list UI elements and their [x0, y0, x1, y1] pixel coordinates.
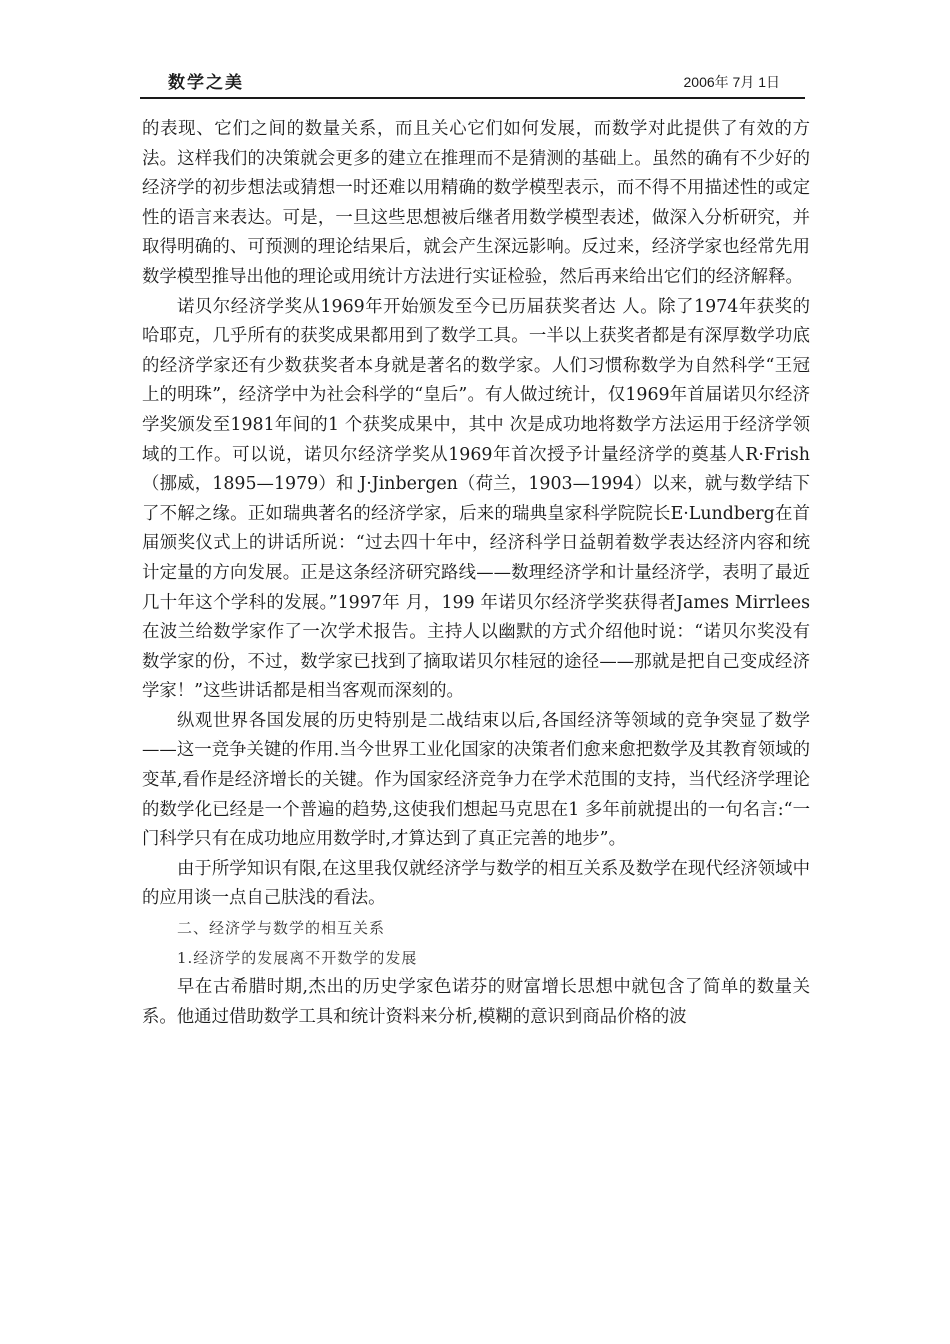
- issue-date: 2006年 7月 1日: [683, 74, 780, 90]
- paragraph-scope: 由于所学知识有限,在这里我仅就经济学与数学的相互关系及数学在现代经济领域中的应用谈一点自己肤浅的看法。: [142, 858, 810, 909]
- paragraph-nobel: 诺贝尔经济学奖从1969年开始颁发至今已历届获奖者达 人。除了1974年获奖的哈耶克，几乎所有的获奖成果都用到了数学工具。一半以上获奖者都是有深厚数学功底的经济学家还有少数获奖者本身就是著名的数学家。人们习惯称数学为自然科学“王冠上的明珠”，经济学中为社会科学的“皇后”。有人做过统计，仅1969年首届诺贝尔经济学奖颁发至1981年间的1 个获奖成果中，其中 次是成功地将数学方法运用于经济学领域的工作。可以说，诺贝尔经济学奖从1969年首次授予计量经济学的奠基人R·Frish（挪威，1895—1979）和 J·Jinbergen（荷兰，1903—1994）以来，就与数学结下了不解之缘。正如瑞典著名的经济学家，后来的瑞典皇家科学院院长E·Lundberg在首届颁奖仪式上的讲话所说：“过去四十年中，经济科学日益朝着数学表达经济内容和统计定量的方向发展。正是这条经济研究路线——数理经济学和计量经济学，表明了最近几十年这个学科的发展。”1997年 月，199 年诺贝尔经济学奖获得者James Mirrlees在波兰给数学家作了一次学术报告。主持人以幽默的方式介绍他时说：“诺贝尔奖没有数学家的份，不过，数学家已找到了摘取诺贝尔桂冠的途径——那就是把自己变成经济学家！”这些讲话都是相当客观而深刻的。: [142, 296, 810, 702]
- paragraph-ancient-greece: 早在古希腊时期,杰出的历史学家色诺芬的财富增长思想中就包含了简单的数量关系。他通过借助数学工具和统计资料来分析,模糊的意识到商品价格的波: [142, 977, 810, 1027]
- article-body: [142, 115, 810, 1032]
- paragraph-continuation: 的表现、它们之间的数量关系，而且关心它们如何发展，而数学对此提供了有效的方法。这样我们的决策就会更多的建立在推理而不是猜测的基础上。虽然的确有不少好的经济学的初步想法或猜想一时还难以用精确的数学模型表示，而不得不用描述性的或定性的语言来表达。可是，一旦这些思想被后继者用数学模型表述，做深入分析研究，并取得明确的、可预测的理论结果后，就会产生深远影响。反过来，经济学家也经常先用数学模型推导出他的理论或用统计方法进行实证检验，然后再来给出它们的经济解释。: [142, 119, 810, 287]
- header-rule: [140, 97, 805, 99]
- section-heading: 二、经济学与数学的相互关系: [177, 919, 386, 938]
- journal-title: 数学之美: [168, 73, 244, 93]
- paragraph-world: 纵观世界各国发展的历史特别是二战结束以后,各国经济等领域的竞争突显了数学——这一竞争关键的作用.当今世界工业化国家的决策者们愈来愈把数学及其教育领域的变革,看作是经济增长的关键。作为国家经济竞争力在学术范围的支持，当代经济学理论的数学化已经是一个普遍的趋势,这使我们想起马克思在1 多年前就提出的一句名言:“一门科学只有在成功地应用数学时,才算达到了真正完善的地步”。: [142, 710, 810, 850]
- subsection-heading: 1.经济学的发展离不开数学的发展: [177, 948, 418, 967]
